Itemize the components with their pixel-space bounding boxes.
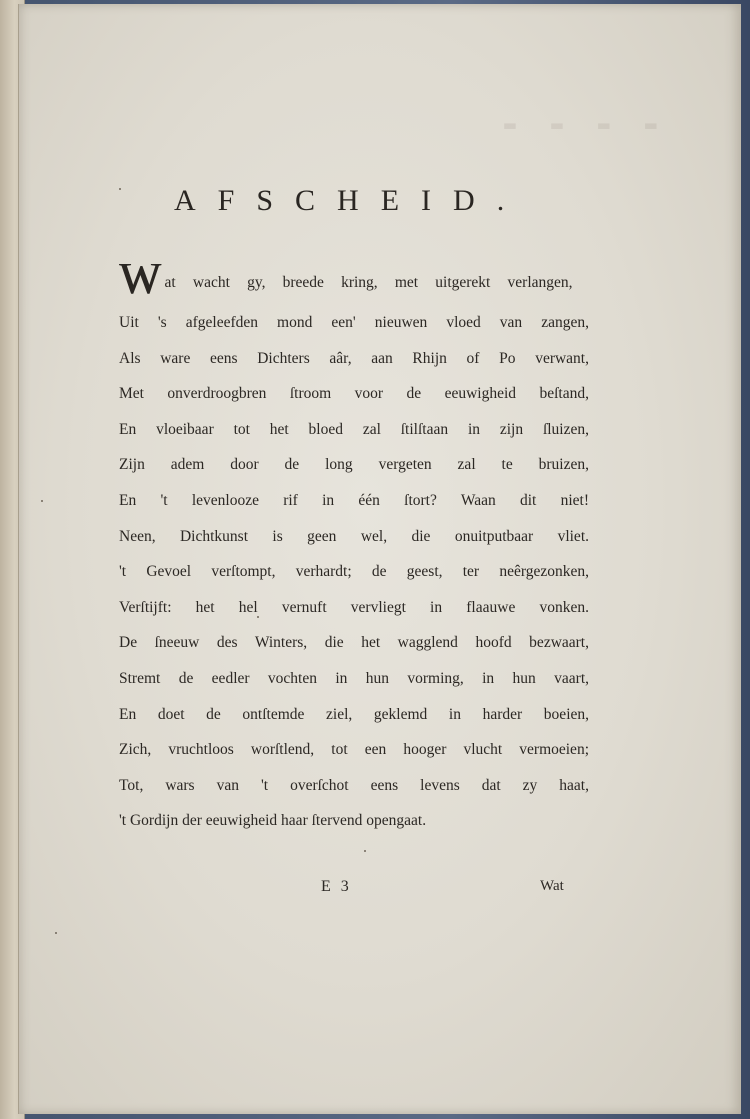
drop-cap: W <box>119 254 161 303</box>
poem-line-5: En vloeibaar tot het bloed zal ſtilſtaan in zijn ſluizen, <box>119 420 589 438</box>
poem-line-7: En 't levenlooze rif in één ſtort? Waan dit niet! <box>119 491 589 509</box>
poem-line-6: Zijn adem door de long vergeten zal te bruizen, <box>119 456 589 474</box>
poem-line-8: Neen, Dichtkunst is geen wel, die onuitputbaar vliet. <box>119 527 589 545</box>
poem-line-14: Zich, vruchtloos worſtlend, tot een hooger vlucht vermoeien; <box>119 741 589 759</box>
poem-line-10: Verſtijft: het hel vernuft vervliegt in flaauwe vonken. <box>119 598 589 616</box>
poem-line-13: En doet de ontſtemde ziel, geklemd in harder boeien, <box>119 705 589 723</box>
poem-line-16: 't Gordijn der eeuwigheid haar ſtervend opengaat. <box>119 812 427 830</box>
page-title: AFSCHEID. <box>174 184 527 217</box>
catchword: Wat <box>540 878 564 894</box>
poem-line-1-text: at wacht gy, breede kring, met uitgerekt verlangen, <box>164 274 573 291</box>
paper-speck <box>41 500 43 502</box>
poem-line-9: 't Gevoel verſtompt, verhardt; de geest, ter neêrgezonken, <box>119 563 589 581</box>
poem-line-11: De ſneeuw des Winters, die het wagglend hoofd bezwaart, <box>119 634 589 652</box>
poem-text <box>119 254 589 839</box>
poem-line-2: Uit 's afgeleefden mond een' nieuwen vloed van zangen, <box>119 314 589 331</box>
poem-line-4: Met onverdroogbren ſtroom voor de eeuwigheid beſtand, <box>119 385 589 403</box>
paper-speck <box>364 850 366 852</box>
poem-line-1 <box>119 254 589 305</box>
book-page <box>18 4 741 1114</box>
paper-speck <box>55 932 57 934</box>
signature-mark: E 3 <box>321 878 352 895</box>
paper-speck <box>257 616 259 618</box>
poem-line-12: Stremt de eedler vochten in hun vorming, in hun vaart, <box>119 669 589 687</box>
show-through-texture: ▬ ▬ ▬ ▬ <box>489 116 658 134</box>
poem-line-15: Tot, wars van 't overſchot eens levens dat zy haat, <box>119 776 589 794</box>
paper-speck <box>119 188 121 190</box>
poem-line-3: Als ware eens Dichters aâr, aan Rhijn of Po verwant, <box>119 349 589 367</box>
